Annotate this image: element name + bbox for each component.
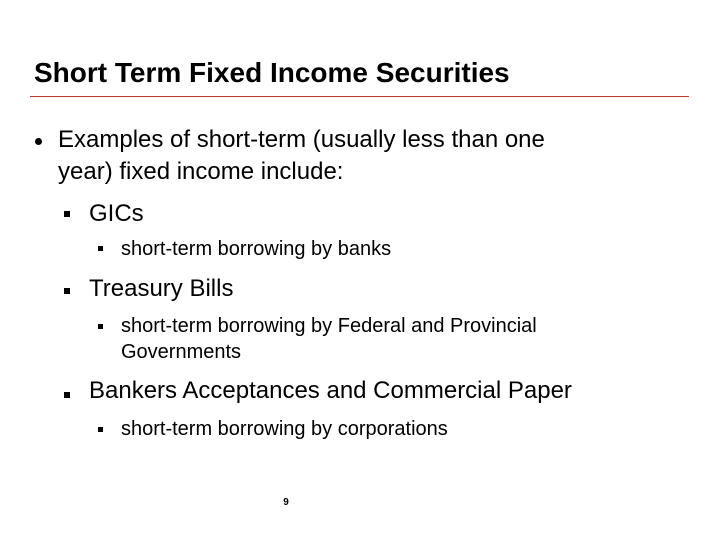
bullet-square-small-icon [98,246,103,251]
item-gics: GICs [89,200,144,227]
title-divider [30,96,689,97]
bullet-square-small-icon [98,427,103,432]
item-treasury-bills-detail-line2: Governments [121,341,242,363]
bullet-square-icon [64,211,70,217]
item-bankers-acceptances: Bankers Acceptances and Commercial Paper [89,377,572,404]
bullet-square-icon [64,392,70,398]
item-treasury-bills: Treasury Bills [89,275,234,302]
page-number: 9 [283,497,289,508]
item-gics-detail: short-term borrowing by banks [121,238,392,260]
intro-text-line1: Examples of short-term (usually less than one [58,126,545,153]
item-bankers-acceptances-detail: short-term borrowing by corporations [121,418,448,440]
bullet-square-small-icon [98,324,103,329]
bullet-square-icon [64,288,70,294]
intro-text-line2: year) fixed income include: [58,158,344,185]
slide-title: Short Term Fixed Income Securities [34,57,510,88]
item-treasury-bills-detail-line1: short-term borrowing by Federal and Provincial [121,315,537,337]
bullet-dot-icon [35,138,42,145]
